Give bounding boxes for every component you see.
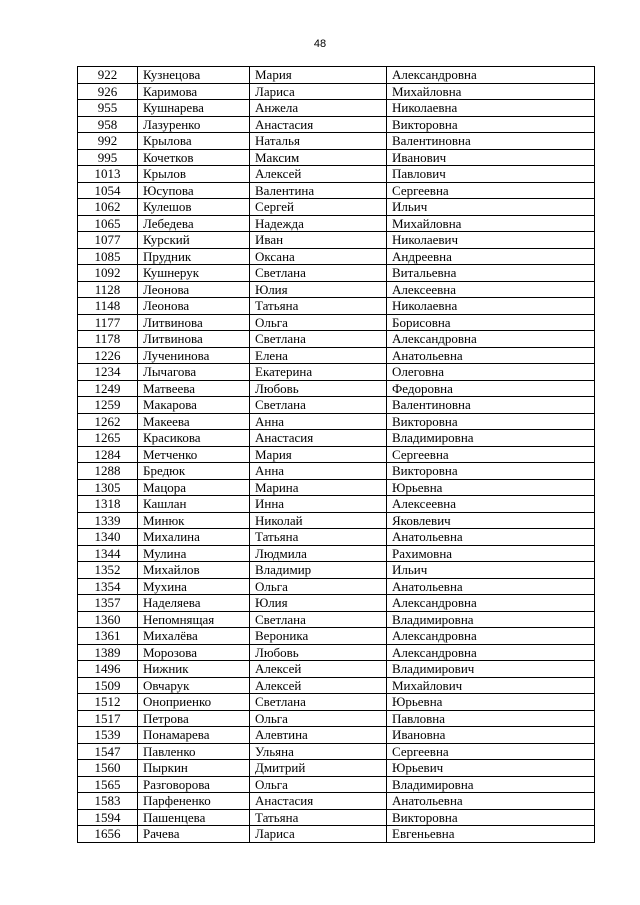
first-name-cell: Екатерина — [250, 364, 387, 381]
patronymic-cell: Олеговна — [387, 364, 595, 381]
table-row — [78, 331, 595, 348]
row-number-cell: 1361 — [78, 628, 138, 645]
row-number-cell: 1085 — [78, 248, 138, 265]
last-name-cell: Леонова — [138, 281, 250, 298]
last-name-cell: Макарова — [138, 397, 250, 414]
row-number-cell: 1262 — [78, 413, 138, 430]
row-number-cell: 1496 — [78, 661, 138, 678]
row-number-cell: 1509 — [78, 677, 138, 694]
table-row — [78, 149, 595, 166]
row-number-cell: 1539 — [78, 727, 138, 744]
row-number-cell: 926 — [78, 83, 138, 100]
last-name-cell: Парфененко — [138, 793, 250, 810]
row-number-cell: 1288 — [78, 463, 138, 480]
table-row — [78, 265, 595, 282]
first-name-cell: Любовь — [250, 380, 387, 397]
patronymic-cell: Федоровна — [387, 380, 595, 397]
row-number-cell: 1065 — [78, 215, 138, 232]
row-number-cell: 1565 — [78, 776, 138, 793]
last-name-cell: Минюк — [138, 512, 250, 529]
patronymic-cell: Яковлевич — [387, 512, 595, 529]
patronymic-cell: Викторовна — [387, 809, 595, 826]
first-name-cell: Валентина — [250, 182, 387, 199]
patronymic-cell: Александровна — [387, 67, 595, 84]
row-number-cell: 1560 — [78, 760, 138, 777]
row-number-cell: 1259 — [78, 397, 138, 414]
last-name-cell: Курский — [138, 232, 250, 249]
table-row — [78, 133, 595, 150]
first-name-cell: Юлия — [250, 281, 387, 298]
first-name-cell: Алексей — [250, 166, 387, 183]
table-row — [78, 347, 595, 364]
last-name-cell: Матвеева — [138, 380, 250, 397]
first-name-cell: Людмила — [250, 545, 387, 562]
first-name-cell: Юлия — [250, 595, 387, 612]
table-row — [78, 413, 595, 430]
patronymic-cell: Юрьевич — [387, 760, 595, 777]
last-name-cell: Мулина — [138, 545, 250, 562]
last-name-cell: Рачева — [138, 826, 250, 843]
patronymic-cell: Павловна — [387, 710, 595, 727]
first-name-cell: Анастасия — [250, 793, 387, 810]
patronymic-cell: Юрьевна — [387, 479, 595, 496]
last-name-cell: Лазуренко — [138, 116, 250, 133]
first-name-cell: Вероника — [250, 628, 387, 645]
row-number-cell: 1360 — [78, 611, 138, 628]
patronymic-cell: Владимировна — [387, 430, 595, 447]
first-name-cell: Мария — [250, 446, 387, 463]
last-name-cell: Кушнарева — [138, 100, 250, 117]
row-number-cell: 992 — [78, 133, 138, 150]
last-name-cell: Литвинова — [138, 331, 250, 348]
last-name-cell: Михалина — [138, 529, 250, 546]
first-name-cell: Алексей — [250, 677, 387, 694]
table-row — [78, 826, 595, 843]
table-row — [78, 166, 595, 183]
last-name-cell: Юсупова — [138, 182, 250, 199]
patronymic-cell: Ильич — [387, 199, 595, 216]
row-number-cell: 1077 — [78, 232, 138, 249]
first-name-cell: Иван — [250, 232, 387, 249]
first-name-cell: Максим — [250, 149, 387, 166]
table-row — [78, 793, 595, 810]
first-name-cell: Светлана — [250, 265, 387, 282]
first-name-cell: Елена — [250, 347, 387, 364]
first-name-cell: Алексей — [250, 661, 387, 678]
patronymic-cell: Александровна — [387, 644, 595, 661]
patronymic-cell: Николаевна — [387, 298, 595, 315]
first-name-cell: Анастасия — [250, 116, 387, 133]
last-name-cell: Каримова — [138, 83, 250, 100]
patronymic-cell: Владимировна — [387, 611, 595, 628]
last-name-cell: Мухина — [138, 578, 250, 595]
row-number-cell: 1517 — [78, 710, 138, 727]
table-row — [78, 182, 595, 199]
patronymic-cell: Валентиновна — [387, 133, 595, 150]
table-row — [78, 809, 595, 826]
last-name-cell: Наделяева — [138, 595, 250, 612]
table-row — [78, 430, 595, 447]
first-name-cell: Татьяна — [250, 298, 387, 315]
table-row — [78, 397, 595, 414]
first-name-cell: Оксана — [250, 248, 387, 265]
last-name-cell: Кузнецова — [138, 67, 250, 84]
patronymic-cell: Алексеевна — [387, 496, 595, 513]
table-row — [78, 743, 595, 760]
last-name-cell: Лычагова — [138, 364, 250, 381]
roster-body — [78, 67, 595, 843]
row-number-cell: 1092 — [78, 265, 138, 282]
row-number-cell: 1054 — [78, 182, 138, 199]
row-number-cell: 1128 — [78, 281, 138, 298]
first-name-cell: Инна — [250, 496, 387, 513]
first-name-cell: Анжела — [250, 100, 387, 117]
table-row — [78, 364, 595, 381]
last-name-cell: Пашенцева — [138, 809, 250, 826]
patronymic-cell: Викторовна — [387, 116, 595, 133]
table-row — [78, 727, 595, 744]
first-name-cell: Алевтина — [250, 727, 387, 744]
table-row — [78, 710, 595, 727]
row-number-cell: 995 — [78, 149, 138, 166]
row-number-cell: 1284 — [78, 446, 138, 463]
patronymic-cell: Анатольевна — [387, 529, 595, 546]
table-row — [78, 380, 595, 397]
first-name-cell: Наталья — [250, 133, 387, 150]
row-number-cell: 1656 — [78, 826, 138, 843]
row-number-cell: 1249 — [78, 380, 138, 397]
last-name-cell: Оноприенко — [138, 694, 250, 711]
table-row — [78, 314, 595, 331]
last-name-cell: Лебедева — [138, 215, 250, 232]
first-name-cell: Татьяна — [250, 529, 387, 546]
patronymic-cell: Михайловна — [387, 83, 595, 100]
row-number-cell: 1177 — [78, 314, 138, 331]
first-name-cell: Светлана — [250, 694, 387, 711]
table-row — [78, 215, 595, 232]
row-number-cell: 1547 — [78, 743, 138, 760]
first-name-cell: Марина — [250, 479, 387, 496]
first-name-cell: Анна — [250, 413, 387, 430]
first-name-cell: Мария — [250, 67, 387, 84]
first-name-cell: Сергей — [250, 199, 387, 216]
page-number: 48 — [313, 38, 327, 50]
patronymic-cell: Александровна — [387, 331, 595, 348]
row-number-cell: 1339 — [78, 512, 138, 529]
row-number-cell: 1305 — [78, 479, 138, 496]
table-row — [78, 446, 595, 463]
row-number-cell: 1178 — [78, 331, 138, 348]
table-row — [78, 463, 595, 480]
table-row — [78, 628, 595, 645]
row-number-cell: 958 — [78, 116, 138, 133]
first-name-cell: Светлана — [250, 611, 387, 628]
first-name-cell: Ольга — [250, 710, 387, 727]
patronymic-cell: Евгеньевна — [387, 826, 595, 843]
last-name-cell: Кашлан — [138, 496, 250, 513]
patronymic-cell: Александровна — [387, 628, 595, 645]
table-row — [78, 545, 595, 562]
last-name-cell: Михалёва — [138, 628, 250, 645]
last-name-cell: Непомнящая — [138, 611, 250, 628]
last-name-cell: Метченко — [138, 446, 250, 463]
row-number-cell: 922 — [78, 67, 138, 84]
row-number-cell: 1357 — [78, 595, 138, 612]
roster-table — [77, 66, 595, 843]
table-row — [78, 529, 595, 546]
last-name-cell: Макеева — [138, 413, 250, 430]
row-number-cell: 1389 — [78, 644, 138, 661]
table-row — [78, 496, 595, 513]
row-number-cell: 1583 — [78, 793, 138, 810]
row-number-cell: 1265 — [78, 430, 138, 447]
first-name-cell: Ольга — [250, 776, 387, 793]
patronymic-cell: Витальевна — [387, 265, 595, 282]
table-row — [78, 281, 595, 298]
patronymic-cell: Павлович — [387, 166, 595, 183]
table-row — [78, 479, 595, 496]
table-row — [78, 694, 595, 711]
last-name-cell: Бредюк — [138, 463, 250, 480]
last-name-cell: Красикова — [138, 430, 250, 447]
patronymic-cell: Ильич — [387, 562, 595, 579]
last-name-cell: Разговорова — [138, 776, 250, 793]
first-name-cell: Ульяна — [250, 743, 387, 760]
last-name-cell: Мацора — [138, 479, 250, 496]
first-name-cell: Николай — [250, 512, 387, 529]
patronymic-cell: Ивановна — [387, 727, 595, 744]
table-row — [78, 83, 595, 100]
patronymic-cell: Алексеевна — [387, 281, 595, 298]
row-number-cell: 1013 — [78, 166, 138, 183]
first-name-cell: Анна — [250, 463, 387, 480]
patronymic-cell: Викторовна — [387, 463, 595, 480]
table-row — [78, 661, 595, 678]
first-name-cell: Лариса — [250, 826, 387, 843]
table-row — [78, 248, 595, 265]
patronymic-cell: Юрьевна — [387, 694, 595, 711]
patronymic-cell: Владимирович — [387, 661, 595, 678]
last-name-cell: Петрова — [138, 710, 250, 727]
patronymic-cell: Сергеевна — [387, 743, 595, 760]
table-row — [78, 776, 595, 793]
patronymic-cell: Анатольевна — [387, 793, 595, 810]
table-row — [78, 116, 595, 133]
patronymic-cell: Валентиновна — [387, 397, 595, 414]
last-name-cell: Леонова — [138, 298, 250, 315]
table-row — [78, 512, 595, 529]
patronymic-cell: Михайлович — [387, 677, 595, 694]
table-row — [78, 199, 595, 216]
last-name-cell: Кушнерук — [138, 265, 250, 282]
patronymic-cell: Рахимовна — [387, 545, 595, 562]
table-row — [78, 67, 595, 84]
table-row — [78, 677, 595, 694]
row-number-cell: 1148 — [78, 298, 138, 315]
first-name-cell: Надежда — [250, 215, 387, 232]
table-row — [78, 760, 595, 777]
first-name-cell: Светлана — [250, 397, 387, 414]
last-name-cell: Крылова — [138, 133, 250, 150]
first-name-cell: Ольга — [250, 578, 387, 595]
last-name-cell: Нижник — [138, 661, 250, 678]
last-name-cell: Крылов — [138, 166, 250, 183]
last-name-cell: Кочетков — [138, 149, 250, 166]
table-row — [78, 298, 595, 315]
last-name-cell: Пыркин — [138, 760, 250, 777]
first-name-cell: Владимир — [250, 562, 387, 579]
last-name-cell: Литвинова — [138, 314, 250, 331]
table-row — [78, 595, 595, 612]
table-row — [78, 578, 595, 595]
patronymic-cell: Николаевна — [387, 100, 595, 117]
row-number-cell: 1340 — [78, 529, 138, 546]
table-row — [78, 644, 595, 661]
row-number-cell: 1344 — [78, 545, 138, 562]
first-name-cell: Ольга — [250, 314, 387, 331]
patronymic-cell: Сергеевна — [387, 446, 595, 463]
patronymic-cell: Николаевич — [387, 232, 595, 249]
row-number-cell: 1594 — [78, 809, 138, 826]
last-name-cell: Понамарева — [138, 727, 250, 744]
table-row — [78, 100, 595, 117]
patronymic-cell: Борисовна — [387, 314, 595, 331]
table-row — [78, 232, 595, 249]
row-number-cell: 1234 — [78, 364, 138, 381]
patronymic-cell: Владимировна — [387, 776, 595, 793]
patronymic-cell: Анатольевна — [387, 347, 595, 364]
row-number-cell: 1226 — [78, 347, 138, 364]
row-number-cell: 1352 — [78, 562, 138, 579]
first-name-cell: Анастасия — [250, 430, 387, 447]
patronymic-cell: Александровна — [387, 595, 595, 612]
last-name-cell: Михайлов — [138, 562, 250, 579]
row-number-cell: 1512 — [78, 694, 138, 711]
patronymic-cell: Анатольевна — [387, 578, 595, 595]
first-name-cell: Любовь — [250, 644, 387, 661]
row-number-cell: 955 — [78, 100, 138, 117]
last-name-cell: Павленко — [138, 743, 250, 760]
row-number-cell: 1318 — [78, 496, 138, 513]
first-name-cell: Лариса — [250, 83, 387, 100]
last-name-cell: Овчарук — [138, 677, 250, 694]
patronymic-cell: Викторовна — [387, 413, 595, 430]
row-number-cell: 1062 — [78, 199, 138, 216]
last-name-cell: Кулешов — [138, 199, 250, 216]
table-row — [78, 611, 595, 628]
first-name-cell: Татьяна — [250, 809, 387, 826]
patronymic-cell: Сергеевна — [387, 182, 595, 199]
last-name-cell: Лученинова — [138, 347, 250, 364]
last-name-cell: Морозова — [138, 644, 250, 661]
first-name-cell: Светлана — [250, 331, 387, 348]
patronymic-cell: Михайловна — [387, 215, 595, 232]
patronymic-cell: Андреевна — [387, 248, 595, 265]
row-number-cell: 1354 — [78, 578, 138, 595]
patronymic-cell: Иванович — [387, 149, 595, 166]
table-row — [78, 562, 595, 579]
first-name-cell: Дмитрий — [250, 760, 387, 777]
last-name-cell: Прудник — [138, 248, 250, 265]
